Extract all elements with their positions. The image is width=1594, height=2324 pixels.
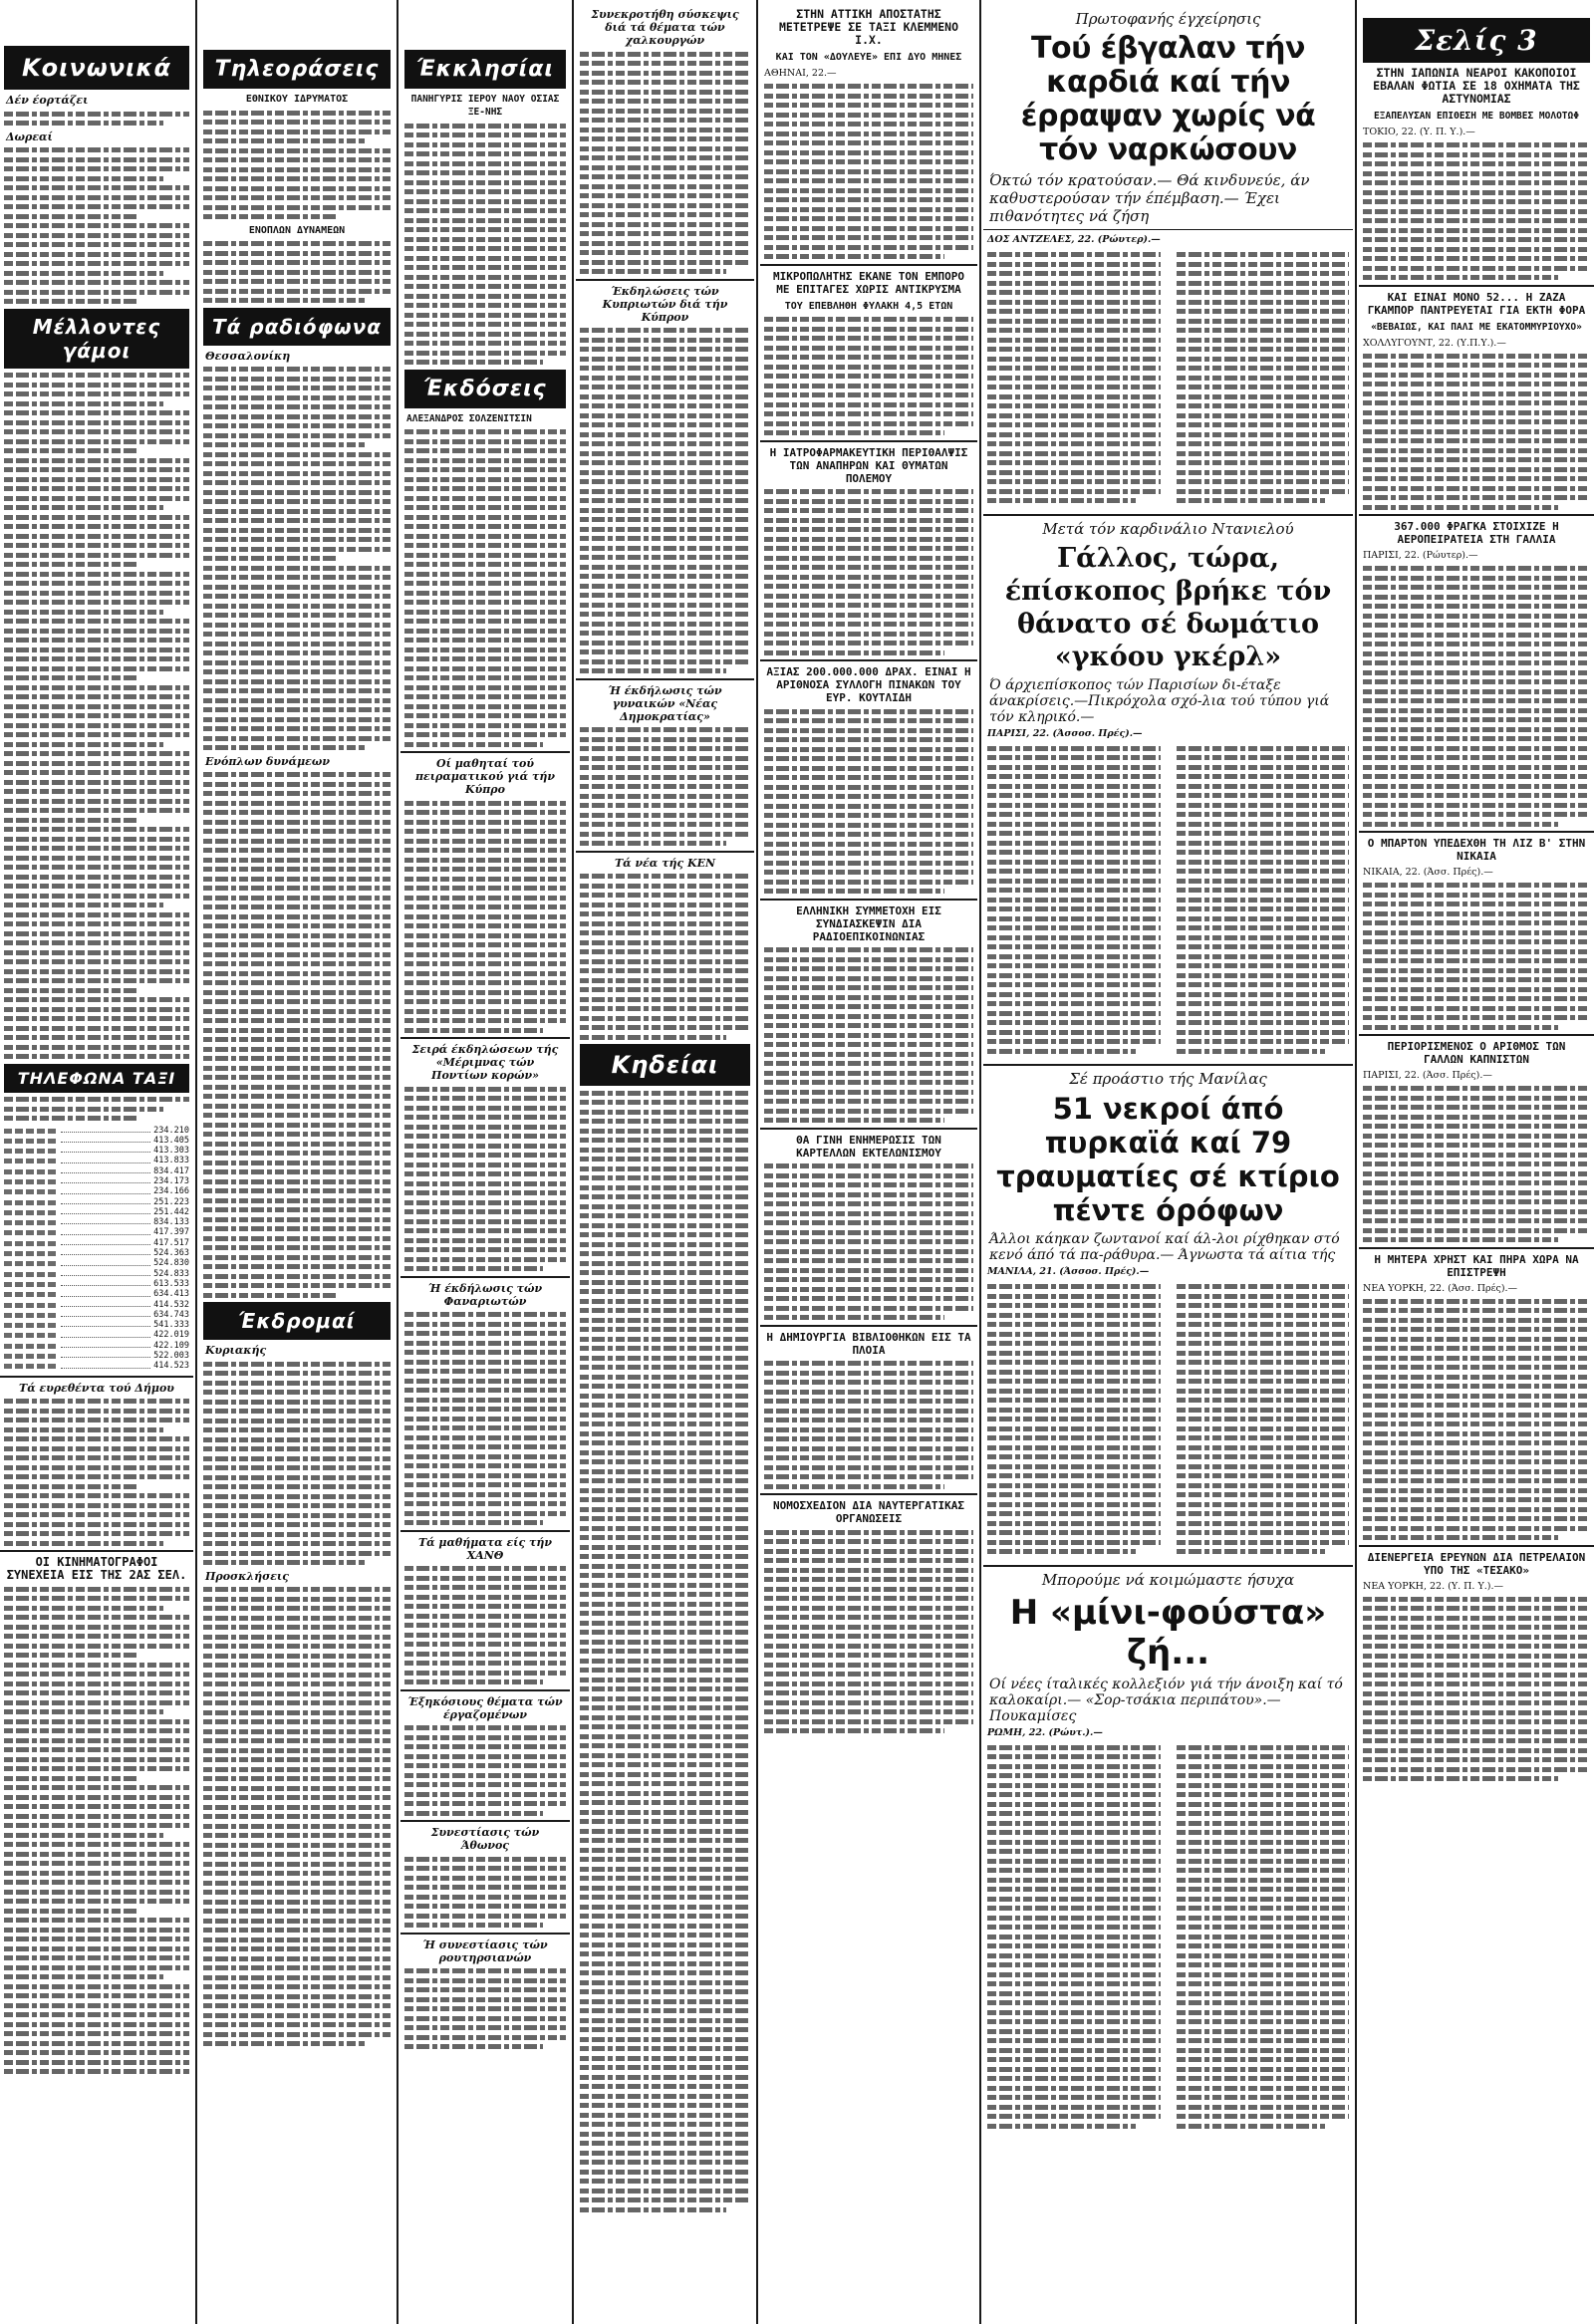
- phone-row: [4, 1289, 189, 1299]
- phone-number: 541.333: [153, 1320, 189, 1331]
- phone-row: [4, 1146, 189, 1156]
- phone-row: [4, 1217, 189, 1227]
- phone-row: [4, 1197, 189, 1207]
- phone-row: [4, 1227, 189, 1237]
- invitations-header: Προσκλήσεις: [205, 1569, 289, 1583]
- attica-dateline: ΑΘΗΝΑΙ, 22.—: [764, 68, 837, 79]
- article-body: [987, 248, 1161, 508]
- phone-area-name: [4, 1220, 58, 1225]
- radio-banner: Τά ραδιόφωνα: [203, 308, 391, 346]
- phone-area-name: [4, 1364, 58, 1369]
- gabor-subhead: «ΒΕΒΑΙΩΣ, ΚΑΙ ΠΑΛΙ ΜΕ ΕΚΑΤΟΜΜΥΡΙΟΥΧΟ»: [1371, 321, 1582, 333]
- national-tv-header: ΕΘΝΙΚΟΥ ΙΔΡΥΜΑΤΟΣ: [245, 94, 349, 105]
- heart-subhead: Όκτώ τόν κρατούσαν.— Θά κινδυνεύε, άν καθυστερούσαν τήν έπέμβαση.— Έχει πιθανότητες νά ζήση: [989, 171, 1310, 225]
- article-body: [203, 111, 391, 220]
- smalltrader-subhead: ΤΟΥ ΕΠΕΒΛΗΘΗ ΦΥΛΑΚΗ 4,5 ΕΤΩΝ: [784, 300, 953, 312]
- bronze-header: Συνεκροτήθη σύσκεψις διά τά θέματα τών χαλκουργών: [591, 8, 739, 47]
- phone-area-name: [4, 1251, 58, 1256]
- article-body: [4, 147, 189, 304]
- athos-header: Συνεστίασις τών Άθωνος: [430, 1826, 540, 1852]
- article-body: [1363, 1597, 1590, 1782]
- bakers-header: Ή συνεστίασις τών ρουτηρσιανών: [422, 1937, 548, 1964]
- article-body: [4, 373, 189, 1059]
- daniel-subhead: Ό άρχιεπίσκοπος τών Παρισίων δι-έταξε άνακρίσεις.—Πικρόχολα σχό-λια τού τύπου γιά τόν κληρικό.—: [989, 676, 1330, 725]
- phone-number: 524.363: [153, 1248, 189, 1259]
- phone-row: [4, 1207, 189, 1217]
- phone-number: 414.532: [153, 1299, 189, 1310]
- article-body: [987, 741, 1161, 1058]
- mother-headline: Η ΜΗΤΕΡΑ ΧΡΗΣΤ ΚΑΙ ΠΗΡΑ ΧΩΡΑ ΝΑ ΕΠΙΣΤΡΕΨΗ: [1374, 1252, 1579, 1279]
- armed-forces-radio-header: Ενόπλων δυνάμεων: [205, 754, 330, 768]
- article-body: [1363, 1299, 1590, 1541]
- phone-area-name: [4, 1313, 58, 1318]
- article-body: [580, 1091, 750, 2212]
- thessaloniki-radio-header: Θεσσαλονίκη: [205, 349, 291, 363]
- phone-area-name: [4, 1129, 58, 1134]
- column-churches: [400, 0, 570, 2324]
- phone-number: 522.003: [153, 1351, 189, 1362]
- article-body: [580, 52, 750, 275]
- article-body: [203, 1587, 391, 2046]
- phone-number: 251.442: [153, 1206, 189, 1217]
- column-social: [0, 0, 193, 2324]
- smokers-dateline: ΠΑΡΙΣΙ, 22. (Άσσ. Πρές).—: [1363, 1070, 1492, 1081]
- article-body: [1363, 1086, 1590, 1242]
- research-dateline: ΝΕΑ ΥΟΡΚΗ, 22. (Υ. Π. Υ.).—: [1363, 1580, 1503, 1592]
- phone-row: [4, 1310, 189, 1320]
- fanariotes-header: Ή έκδήλωσις τών Φαναριωτών: [427, 1281, 543, 1308]
- article-body: [764, 1530, 973, 1734]
- article-body: [764, 489, 973, 655]
- phone-area-name: [4, 1189, 58, 1194]
- article-body: [764, 1361, 973, 1489]
- solzhenitsyn-header: ΑΛΕΞΑΝΔΡΟΣ ΣΟΛΖΕΝΙΤΣΙΝ: [406, 412, 532, 424]
- collection-headline: ΑΞΙΑΣ 200.000.000 ΔΡΑΧ. ΕΙΝΑΙ Η ΑΡΙΘΝΟΣΑ ΣΥΛΛΟΓΗ ΠΙΝΑΚΩΝ ΤΟΥ ΕΥΡ. ΚΟΥΤΛΙΔΗ: [766, 665, 971, 704]
- church-banner: Έκκλησίαι: [404, 50, 566, 89]
- column-world-news: [1359, 0, 1594, 2324]
- phone-area-name: [4, 1179, 58, 1184]
- article-body: [580, 874, 750, 1040]
- phone-number: 417.397: [153, 1227, 189, 1238]
- column-events: [576, 0, 754, 2324]
- francs-headline: 367.000 ΦΡΑΓΚΑ ΣΤΟΙΧΙΖΕ Η ΑΕΡΟΠΕΙΡΑΤΕΙΑ ΣΤΗ ΓΑΛΛΙΑ: [1394, 520, 1559, 546]
- article-body: [4, 112, 189, 127]
- armed-forces-tv-header: ΕΝΟΠΛΩΝ ΔΥΝΑΜΕΩΝ: [248, 224, 346, 236]
- funerals-banner: Κηδείαι: [580, 1044, 750, 1086]
- cyprus-events-header: Έκδηλώσεις τών Κυπριωτών διά τήν Κύπρον: [602, 284, 728, 324]
- phone-number: 634.743: [153, 1309, 189, 1320]
- phone-row: [4, 1248, 189, 1258]
- article-body: [1177, 1740, 1350, 2133]
- article-body: [203, 367, 391, 750]
- mother-dateline: ΝΕΑ ΥΟΡΚΗ, 22. (Άσσ. Πρές).—: [1363, 1282, 1518, 1294]
- tv-banner: Τηλεοράσεις: [203, 50, 391, 89]
- article-body: [203, 772, 391, 1298]
- phone-number: 234.210: [153, 1125, 189, 1136]
- mini-subhead: Οί νέες ίταλικές κολλεξιόν γιά τήν άνοιξη καί τό καλοκαίρι.— «Σορ-τσάκια περιπάτου».— Πουκαμίσες: [989, 1676, 1343, 1724]
- article-body: [1363, 354, 1590, 510]
- workers-header: Έξηκόσιους θέματα τών έργαζομένων: [407, 1694, 563, 1721]
- phone-number: 251.223: [153, 1196, 189, 1207]
- phone-row: [4, 1300, 189, 1310]
- article-body: [1363, 566, 1590, 827]
- article-body: [1177, 248, 1350, 508]
- gabor-headline: ΚΑΙ ΕΙΝΑΙ ΜΟΝΟ 52... Η ΖΑΖΑ ΓΚΑΜΠΟΡ ΠΑΝΤΡΕΥΕΤΑΙ ΓΙΑ ΕΚΤΗ ΦΟΡΑ: [1367, 290, 1586, 317]
- phone-row: [4, 1351, 189, 1361]
- mini-headline: Η «μίνι-φούστα» ζή...: [1009, 1592, 1327, 1673]
- excursions-banner: Έκδρομαί: [203, 1302, 391, 1340]
- article-body: [203, 241, 391, 303]
- section-dont-celebrate: Δέν έορτάζει: [6, 94, 89, 107]
- phone-number: 413.303: [153, 1146, 189, 1157]
- japan-dateline: ΤΟΚΙΟ, 22. (Υ. Π. Υ.).—: [1363, 127, 1475, 137]
- smokers-headline: ΠΕΡΙΟΡΙΣΜΕΝΟΣ Ο ΑΡΙΘΜΟΣ ΤΩΝ ΓΑΛΛΩΝ ΚΑΠΝΙΣΤΩΝ: [1387, 1040, 1566, 1066]
- phone-area-name: [4, 1241, 58, 1246]
- phone-row: [4, 1136, 189, 1146]
- phone-area-name: [4, 1230, 58, 1235]
- phone-row: [4, 1341, 189, 1351]
- article-body: [1177, 741, 1350, 1058]
- article-body: [404, 1312, 566, 1525]
- phone-row: [4, 1330, 189, 1340]
- column-greek-news: [760, 0, 977, 2324]
- daniel-headline: Γάλλος, τώρα, έπίσκοπος βρήκε τόν θάνατο σέ δωμάτιο «γκόου γκέρλ»: [1004, 542, 1332, 672]
- mini-dateline: ΡΩΜΗ, 22. (Ρώυτ.).—: [987, 1726, 1103, 1738]
- article-body: [404, 801, 566, 1033]
- manila-subhead: Άλλοι κάηκαν ζωντανοί καί άλ-λοι ρίχθηκαν στό κενό άπό τά πα-ράθυρα.— Άγνωστα τά αίτια τής: [989, 1231, 1340, 1263]
- phone-area-name: [4, 1261, 58, 1266]
- social-banner: Κοινωνικά: [4, 46, 189, 90]
- phone-area-name: [4, 1292, 58, 1297]
- article-body: [987, 1740, 1161, 2133]
- article-body: [203, 1362, 391, 1566]
- phone-number: 422.019: [153, 1330, 189, 1341]
- phone-number: 613.533: [153, 1278, 189, 1289]
- phone-number: 234.166: [153, 1186, 189, 1197]
- japan-subhead: ΕΞΑΠΕΛΥΣΑΝ ΕΠΙΘΕΣΗ ΜΕ ΒΟΜΒΕΣ ΜΟΛΟΤΩΦ: [1374, 111, 1579, 122]
- article-body: [404, 1968, 566, 2049]
- francs-dateline: ΠΑΡΙΣΙ, 22. (Ρώυτερ).—: [1363, 550, 1478, 561]
- column-main: [983, 0, 1353, 2324]
- phone-area-name: [4, 1200, 58, 1205]
- page-number-banner: Σελίς 3: [1363, 18, 1590, 63]
- article-body: [580, 727, 750, 846]
- phone-number: 414.523: [153, 1361, 189, 1372]
- phone-area-name: [4, 1169, 58, 1174]
- phone-row: [4, 1361, 189, 1371]
- column-tv-radio: [199, 0, 395, 2324]
- sundays-header: Κυριακής: [205, 1344, 267, 1357]
- xanth-header: Τά μαθήματα είς τήν ΧΑΝΘ: [417, 1535, 553, 1562]
- mini-kicker: Μπορούμε νά κοιμώμαστε ήσυχα: [1041, 1570, 1295, 1589]
- article-body: [404, 1566, 566, 1684]
- libraries-headline: Η ΔΗΜΙΟΥΡΓΙΑ ΒΙΒΛΙΟΘΗΚΩΝ ΕΙΣ ΤΑ ΠΛΟΙΑ: [766, 1330, 971, 1357]
- article-body: [1363, 883, 1590, 1030]
- phone-area-name: [4, 1323, 58, 1328]
- phone-row: [4, 1166, 189, 1176]
- seminar-header: Οί μαθηταί τού πειραματικού γιά τήν Κύπρο: [414, 757, 556, 796]
- future-weddings-banner: Μέλλοντες γάμοι: [4, 309, 189, 369]
- article-body: [987, 1280, 1161, 1559]
- phone-area-name: [4, 1210, 58, 1215]
- research-headline: ΔΙΕΝΕΡΓΕΙΑ ΕΡΕΥΝΩΝ ΔΙΑ ΠΕΤΡΕΛΑΙΟΝ ΥΠΟ ΤΗΣ «ΤΕΣΑΚΟ»: [1367, 1550, 1586, 1577]
- article-body: [404, 1857, 566, 1929]
- smalltrader-headline: ΜΙΚΡΟΠΩΛΗΤΗΣ ΕΚΑΝΕ ΤΟΝ ΕΜΠΟΡΟ ΜΕ ΕΠΙΤΑΓΕΣ ΧΩΡΙΣ ΑΝΤΙΚΡΥΣΜΑ: [772, 269, 965, 296]
- manila-headline: 51 νεκροί άπό πυρκαϊά καί 79 τραυματίες σέ κτίριο πέντε όρόφων: [996, 1092, 1340, 1227]
- article-body: [580, 328, 750, 673]
- heart-kicker: Πρωτοφανής έγχείρησις: [1075, 10, 1261, 28]
- phone-area-name: [4, 1149, 58, 1154]
- column-rule: [195, 0, 197, 2324]
- column-rule: [979, 0, 981, 2324]
- phone-row: [4, 1126, 189, 1136]
- cartels-headline: ΘΑ ΓΙΝΗ ΕΝΗΜΕΡΩΣΙΣ ΤΩΝ ΚΑΡΤΕΛΛΩΝ ΕΚΤΕΛΩΝΙΣΜΟΥ: [796, 1133, 941, 1160]
- article-body: [1177, 1280, 1350, 1559]
- phone-row: [4, 1320, 189, 1330]
- article-body: [1363, 142, 1590, 280]
- attica-subhead: ΚΑΙ ΤΟΝ «ΔΟΥΛΕΥΕ» ΕΠΙ ΔΥΟ ΜΗΝΕΣ: [775, 52, 962, 63]
- phone-number: 413.833: [153, 1156, 189, 1166]
- phone-area-name: [4, 1139, 58, 1144]
- article-body: [4, 1399, 189, 1546]
- phone-number: 834.417: [153, 1165, 189, 1176]
- phone-row: [4, 1269, 189, 1279]
- nautical-headline: ΝΟΜΟΣΧΕΔΙΟΝ ΔΙΑ ΝΑΥΤΕΡΓΑΤΙΚΑΣ ΟΡΓΑΝΩΣΕΙΣ: [772, 1499, 965, 1525]
- pontic-header: Σειρά έκδηλώσεων τής «Μέριμνας τών Ποντίων κορών»: [411, 1043, 559, 1082]
- phone-area-name: [4, 1272, 58, 1277]
- daniel-kicker: Μετά τόν καρδινάλιο Ντανιελού: [1042, 519, 1294, 538]
- phone-list: [0, 1126, 193, 1372]
- phone-area-name: [4, 1282, 58, 1287]
- found-items-label: Τά ευρεθέντα τού Δήμου: [19, 1381, 174, 1395]
- publications-banner: Έκδόσεις: [404, 370, 566, 408]
- phone-area-name: [4, 1333, 58, 1338]
- article-body: [404, 1725, 566, 1816]
- article-body: [404, 1087, 566, 1272]
- burton-headline: Ο ΜΠΑΡΤΟΝ ΥΠΕΔΕΧΘΗ ΤΗ ΛΙΖ Β' ΣΤΗΝ ΝΙΚΑΙΑ: [1367, 837, 1586, 863]
- article-body: [404, 124, 566, 366]
- attica-headline: ΣΤΗΝ ΑΤΤΙΚΗ ΑΠΟΣΤΑΤΗΣ ΜΕΤΕΤΡΕΨΕ ΣΕ ΤΑΞΙ ΚΛΕΜΜΕΝΟ Ι.Χ.: [778, 7, 958, 47]
- article-body: [764, 84, 973, 259]
- cinemas-header: ΟΙ ΚΙΝΗΜΑΤΟΓΡΑΦΟΙ ΣΥΝΕΧΕΙΑ ΕΙΣ ΤΗΣ 2ΑΣ ΣΕΛ.: [6, 1555, 187, 1583]
- phone-area-name: [4, 1344, 58, 1349]
- daniel-dateline: ΠΑΡΙΣΙ, 22. (Άσσοσ. Πρές).—: [987, 727, 1143, 739]
- phone-number: 524.830: [153, 1258, 189, 1269]
- article-body: [404, 429, 566, 747]
- phone-number: 234.173: [153, 1175, 189, 1186]
- japan-headline: ΣΤΗΝ ΙΑΠΩΝΙΑ ΝΕΑΡΟΙ ΚΑΚΟΠΟΙΟΙ ΕΒΑΛΑΝ ΦΩΤΙΑ ΣΕ 18 ΟΧΗΜΑΤΑ ΤΗΣ ΑΣΤΥΝΟΜΙΑΣ: [1373, 66, 1580, 106]
- heart-headline: Τού έβγαλαν τήν καρδιά καί τήν έρραψαν χωρίς νά τόν ναρκώσουν: [1020, 31, 1316, 167]
- pharma-headline: Η ΙΑΤΡΟΦΑΡΜΑΚΕΥΤΙΚΗ ΠΕΡΙΘΑΛΨΙΣ ΤΩΝ ΑΝΑΠΗΡΩΝ ΚΑΙ ΘΥΜΑΤΩΝ ΠΟΛΕΜΟΥ: [769, 445, 968, 485]
- column-rule: [397, 0, 398, 2324]
- article-body: [764, 317, 973, 435]
- radiocomm-headline: ΕΛΛΗΝΙΚΗ ΣΥΜΜΕΤΟΧΗ ΕΙΣ ΣΥΝΔΙΑΣΚΕΨΙΝ ΔΙΑ ΡΑΔΙΟΕΠΙΚΟΙΝΩΝΙΑΣ: [796, 904, 941, 943]
- burton-dateline: ΝΙΚΑΙΑ, 22. (Άσσ. Πρές).—: [1363, 867, 1493, 878]
- phone-row: [4, 1258, 189, 1268]
- gabor-dateline: ΧΟΛΛΥΓΟΥΝΤ, 22. (Υ.Π.Υ.).—: [1363, 337, 1506, 349]
- ken-header: Τά νέα τής ΚΕΝ: [614, 856, 716, 870]
- column-rule: [1355, 0, 1357, 2324]
- phones-intro: [4, 1097, 189, 1121]
- phone-number: 417.517: [153, 1237, 189, 1248]
- column-rule: [756, 0, 758, 2324]
- phone-row: [4, 1238, 189, 1248]
- phones-banner: ΤΗΛΕΦΩΝΑ ΤΑΞΙ: [4, 1064, 189, 1093]
- phone-area-name: [4, 1354, 58, 1359]
- phone-area-name: [4, 1303, 58, 1308]
- article-body: [764, 1163, 973, 1320]
- phone-row: [4, 1156, 189, 1165]
- phone-area-name: [4, 1159, 58, 1163]
- article-body: [764, 709, 973, 895]
- column-rule: [572, 0, 574, 2324]
- article-body: [4, 1587, 189, 2075]
- manila-dateline: ΜΑΝΙΛΑ, 21. (Άσσοσ. Πρές).—: [987, 1266, 1150, 1277]
- phone-number: 634.413: [153, 1289, 189, 1300]
- phone-number: 422.109: [153, 1340, 189, 1351]
- manila-kicker: Σέ προάστιο τής Μανίλας: [1069, 1070, 1267, 1088]
- church-panigyris: ΠΑΝΗΓΥΡΙΣ ΙΕΡΟΥ ΝΑΟΥ ΟΣΙΑΣ ΞΕ-ΝΗΣ: [410, 94, 560, 118]
- phone-number: 834.133: [153, 1217, 189, 1228]
- phone-row: [4, 1279, 189, 1289]
- section-gifts: Δωρεαί: [6, 129, 53, 143]
- phone-row: [4, 1186, 189, 1196]
- article-body: [764, 947, 973, 1123]
- women-header: Ή έκδήλωσις τών γυναικών «Νέας Δημοκρατίας»: [608, 683, 722, 723]
- phone-number: 413.405: [153, 1135, 189, 1146]
- phone-number: 524.833: [153, 1268, 189, 1279]
- phone-row: [4, 1176, 189, 1186]
- heart-dateline: ΔΟΣ ΑΝΤΖΕΛΕΣ, 22. (Ρώυτερ).—: [987, 234, 1161, 245]
